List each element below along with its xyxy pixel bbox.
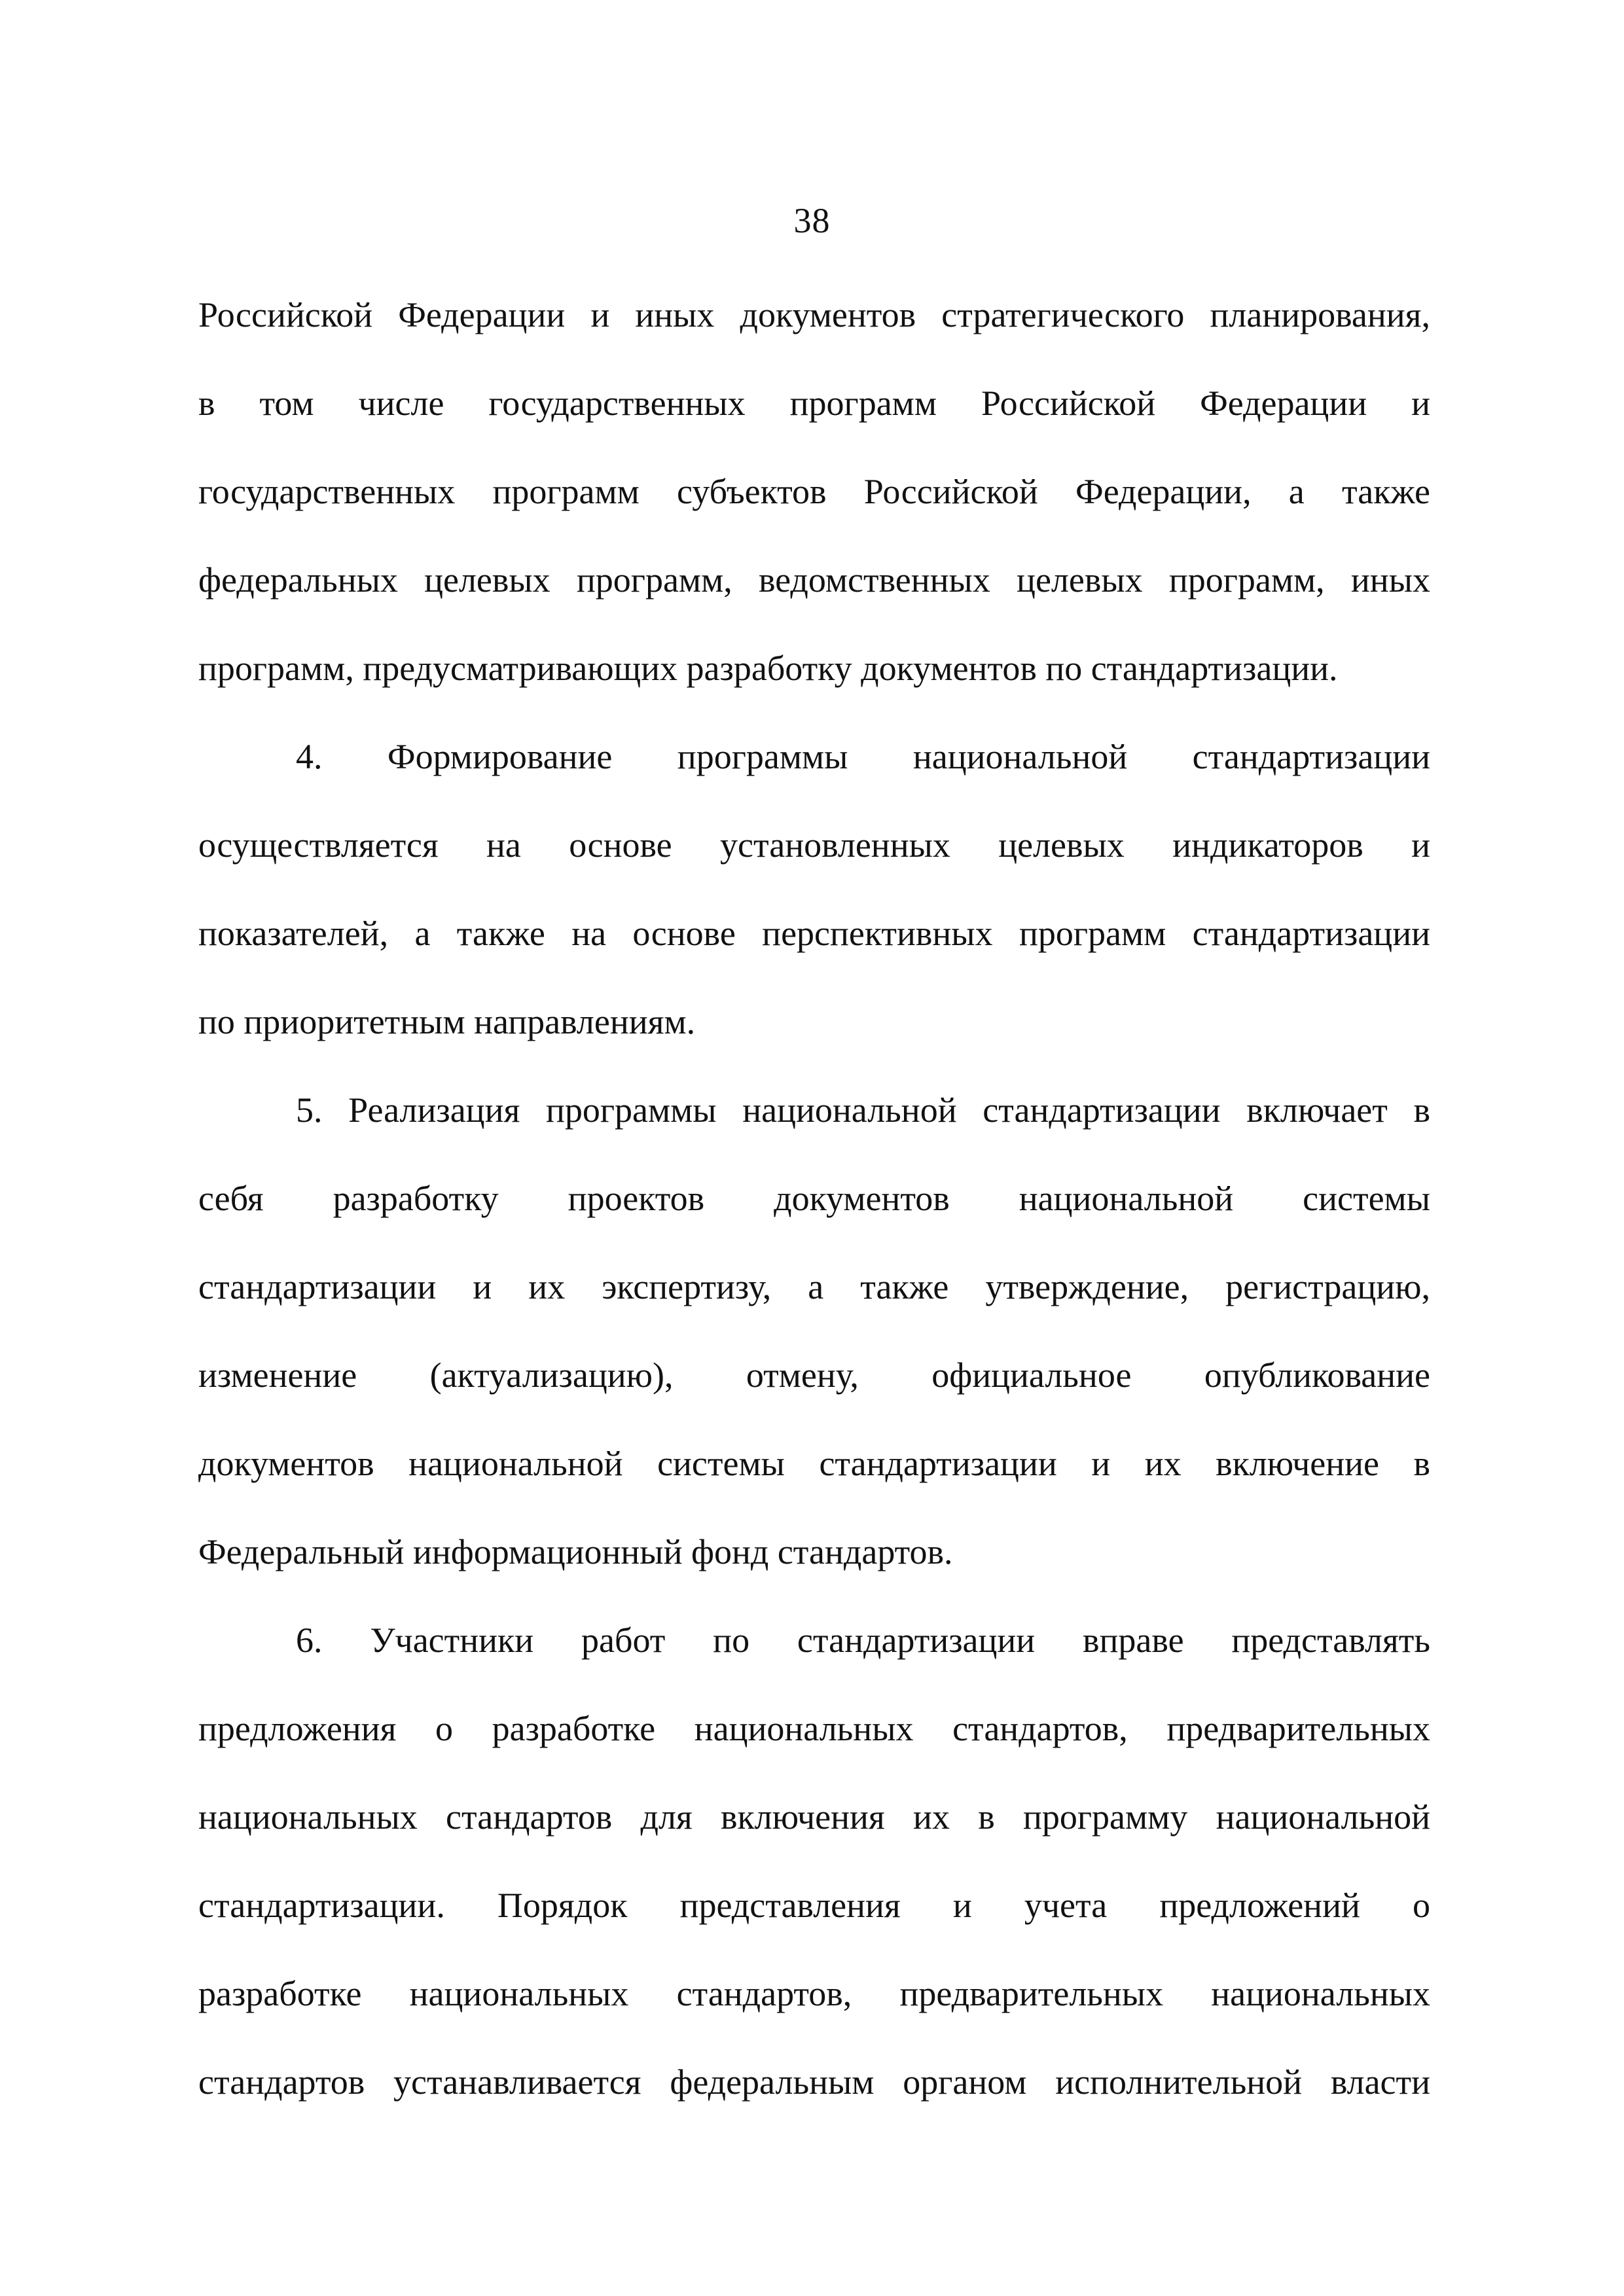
text-line: предложения о разработке национальных стандартов, предварительных xyxy=(198,1709,1430,1748)
text-line: стандартов устанавливается федеральным органом исполнительной власти xyxy=(198,2062,1430,2102)
text-line: национальных стандартов для включения их в программу национальной xyxy=(198,1797,1430,1837)
text-line: себя разработку проектов документов национальной системы xyxy=(198,1179,1430,1218)
text-line: стандартизации и их экспертизу, а также утверждение, регистрацию, xyxy=(198,1267,1430,1306)
text-line: программ, предусматривающих разработку документов по стандартизации. xyxy=(198,649,1338,688)
document-body xyxy=(198,285,1430,2141)
paragraph-4-start: 4. Формирование программы национальной стандартизации xyxy=(296,737,1430,776)
text-line: Федеральный информационный фонд стандартов. xyxy=(198,1532,953,1571)
text-line: стандартизации. Порядок представления и учета предложений о xyxy=(198,1886,1430,1925)
text-line: показателей, а также на основе перспективных программ стандартизации xyxy=(198,914,1430,953)
text-line: по приоритетным направлениям. xyxy=(198,1002,696,1041)
text-line: государственных программ субъектов Российской Федерации, а также xyxy=(198,472,1430,511)
text-line: изменение (актуализацию), отмену, официальное опубликование xyxy=(198,1355,1430,1395)
text-line: Российской Федерации и иных документов стратегического планирования, xyxy=(198,295,1430,334)
paragraph-5-start: 5. Реализация программы национальной стандартизации включает в xyxy=(296,1090,1430,1130)
page-number: 38 xyxy=(793,201,831,240)
text-line: осуществляется на основе установленных целевых индикаторов и xyxy=(198,825,1430,865)
text-line: в том числе государственных программ Российской Федерации и xyxy=(198,384,1430,423)
text-line: федеральных целевых программ, ведомственных целевых программ, иных xyxy=(198,560,1430,600)
paragraph-6-start: 6. Участники работ по стандартизации вправе представлять xyxy=(296,1621,1430,1660)
text-line: документов национальной системы стандартизации и их включение в xyxy=(198,1444,1430,1483)
text-line: разработке национальных стандартов, предварительных национальных xyxy=(198,1974,1430,2013)
